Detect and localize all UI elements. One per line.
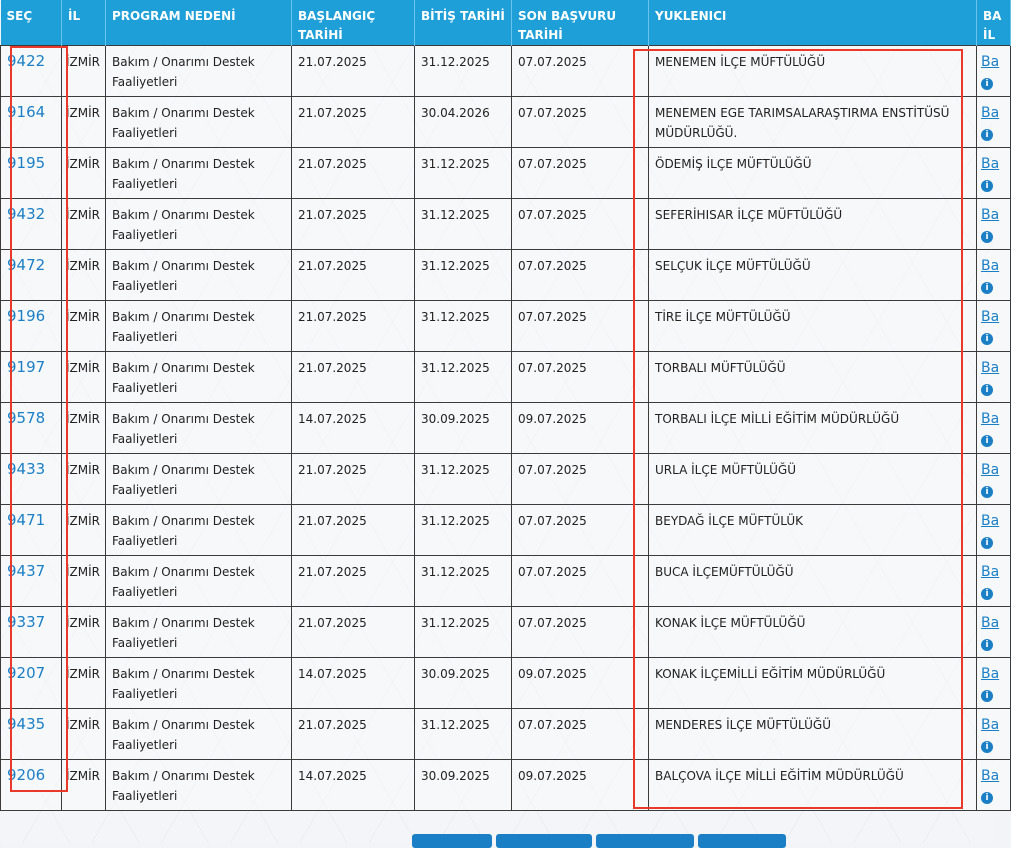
cell-id [1, 403, 62, 454]
table-row[interactable] [1, 607, 1011, 658]
cell-id [1, 250, 62, 301]
record-id-link[interactable]: 9472 [7, 256, 46, 274]
cell-start-date: 21.07.2025 [292, 250, 415, 301]
cell-start-date: 21.07.2025 [292, 97, 415, 148]
cell-program-reason: Bakım / Onarımı Destek Faaliyetleri [106, 199, 292, 250]
cell-apply [977, 709, 1011, 760]
cell-contractor: TORBALI MÜFTÜLÜĞÜ [649, 352, 977, 403]
table-row[interactable] [1, 301, 1011, 352]
apply-link[interactable]: Ba [981, 768, 1000, 784]
col-header-il[interactable]: İL [62, 0, 106, 46]
col-header-end-date[interactable] [415, 0, 512, 46]
table-row[interactable] [1, 148, 1011, 199]
cell-deadline: 07.07.2025 [512, 505, 649, 556]
cell-province: İZMİR [62, 556, 106, 607]
info-circle-icon[interactable]: i [981, 435, 993, 447]
record-id-link[interactable]: 9164 [7, 103, 46, 121]
info-circle-icon[interactable]: i [981, 384, 993, 396]
cell-province: İZMİR [62, 658, 106, 709]
table-row[interactable] [1, 46, 1011, 97]
table-row[interactable] [1, 709, 1011, 760]
cell-province: İZMİR [62, 760, 106, 811]
col-header-contractor[interactable]: YUKLENICI [649, 0, 977, 46]
cell-apply [977, 607, 1011, 658]
table-row[interactable] [1, 352, 1011, 403]
cell-end-date: 31.12.2025 [415, 199, 512, 250]
cell-contractor: MENEMEN İLÇE MÜFTÜLÜĞÜ [649, 46, 977, 97]
col-header-program[interactable]: PROGRAM NEDENİ [106, 0, 292, 46]
cell-apply [977, 97, 1011, 148]
pagination-button[interactable] [698, 834, 786, 848]
cell-id [1, 607, 62, 658]
cell-deadline: 07.07.2025 [512, 352, 649, 403]
info-circle-icon[interactable]: i [981, 741, 993, 753]
apply-link[interactable]: Ba [981, 666, 1000, 682]
cell-end-date: 31.12.2025 [415, 709, 512, 760]
cell-start-date: 14.07.2025 [292, 658, 415, 709]
cell-id [1, 352, 62, 403]
apply-link[interactable]: Ba [981, 105, 1000, 121]
cell-contractor: ÖDEMİŞ İLÇE MÜFTÜLÜĞÜ [649, 148, 977, 199]
info-circle-icon[interactable]: i [981, 690, 993, 702]
cell-start-date: 14.07.2025 [292, 403, 415, 454]
cell-contractor: KONAK İLÇEMİLLİ EĞİTİM MÜDÜRLÜĞÜ [649, 658, 977, 709]
info-circle-icon[interactable]: i [981, 231, 993, 243]
cell-end-date: 31.12.2025 [415, 46, 512, 97]
cell-program-reason: Bakım / Onarımı Destek Faaliyetleri [106, 97, 292, 148]
table-row[interactable] [1, 505, 1011, 556]
cell-id [1, 454, 62, 505]
cell-province: İZMİR [62, 607, 106, 658]
apply-link[interactable]: Ba [981, 462, 1000, 478]
cell-province: İZMİR [62, 505, 106, 556]
record-id-link[interactable]: 9197 [7, 358, 46, 376]
cell-deadline: 09.07.2025 [512, 403, 649, 454]
cell-province: İZMİR [62, 148, 106, 199]
cell-deadline: 07.07.2025 [512, 607, 649, 658]
cell-start-date: 21.07.2025 [292, 709, 415, 760]
col-header-start-date-label: BAŞLANGIÇ TARİHİ [298, 9, 376, 42]
cell-apply [977, 199, 1011, 250]
apply-link[interactable]: Ba [981, 717, 1000, 733]
cell-program-reason: Bakım / Onarımı Destek Faaliyetleri [106, 46, 292, 97]
record-id-link[interactable]: 9578 [7, 409, 46, 427]
pagination-button[interactable] [496, 834, 592, 848]
apply-link[interactable]: Ba [981, 513, 1000, 529]
cell-deadline: 09.07.2025 [512, 760, 649, 811]
cell-start-date: 21.07.2025 [292, 199, 415, 250]
cell-contractor: MENDERES İLÇE MÜFTÜLÜĞÜ [649, 709, 977, 760]
cell-apply [977, 250, 1011, 301]
cell-program-reason: Bakım / Onarımı Destek Faaliyetleri [106, 658, 292, 709]
cell-id [1, 148, 62, 199]
cell-start-date: 21.07.2025 [292, 505, 415, 556]
cell-program-reason: Bakım / Onarımı Destek Faaliyetleri [106, 301, 292, 352]
cell-end-date: 31.12.2025 [415, 556, 512, 607]
cell-start-date: 21.07.2025 [292, 46, 415, 97]
cell-contractor: SEFERİHISAR İLÇE MÜFTÜLÜĞÜ [649, 199, 977, 250]
info-circle-icon[interactable]: i [981, 78, 993, 90]
cell-id [1, 46, 62, 97]
cell-apply [977, 403, 1011, 454]
info-circle-icon[interactable]: i [981, 333, 993, 345]
cell-end-date: 30.04.2026 [415, 97, 512, 148]
col-header-deadline-label: SON BAŞVURU TARİHİ [518, 9, 617, 42]
info-circle-icon[interactable]: i [981, 588, 993, 600]
cell-province: İZMİR [62, 250, 106, 301]
cell-contractor: BEYDAĞ İLÇE MÜFTÜLÜK [649, 505, 977, 556]
cell-start-date: 21.07.2025 [292, 454, 415, 505]
apply-link[interactable]: Ba [981, 207, 1000, 223]
cell-deadline: 07.07.2025 [512, 454, 649, 505]
apply-link[interactable]: Ba [981, 615, 1000, 631]
cell-deadline: 07.07.2025 [512, 301, 649, 352]
pagination-button[interactable] [596, 834, 694, 848]
info-circle-icon[interactable]: i [981, 180, 993, 192]
table-row[interactable] [1, 403, 1011, 454]
cell-apply [977, 556, 1011, 607]
pagination [412, 834, 786, 848]
apply-link[interactable]: Ba [981, 564, 1000, 580]
cell-start-date: 21.07.2025 [292, 301, 415, 352]
cell-contractor: TORBALI İLÇE MİLLİ EĞİTİM MÜDÜRLÜĞÜ [649, 403, 977, 454]
cell-id [1, 556, 62, 607]
cell-contractor: URLA İLÇE MÜFTÜLÜĞÜ [649, 454, 977, 505]
col-header-last-label: BA İL [983, 9, 1002, 42]
cell-id [1, 301, 62, 352]
info-circle-icon[interactable]: i [981, 639, 993, 651]
record-id-link[interactable]: 9432 [7, 205, 46, 223]
table-row[interactable] [1, 556, 1011, 607]
cell-contractor: MENEMEN EGE TARIMSALARAŞTIRMA ENSTİTÜSÜ MÜDÜRLÜĞÜ. [649, 97, 977, 148]
record-id-link[interactable]: 9337 [7, 613, 46, 631]
record-id-link[interactable]: 9433 [7, 460, 46, 478]
table-row[interactable] [1, 658, 1011, 709]
cell-program-reason: Bakım / Onarımı Destek Faaliyetleri [106, 352, 292, 403]
cell-program-reason: Bakım / Onarımı Destek Faaliyetleri [106, 454, 292, 505]
cell-province: İZMİR [62, 97, 106, 148]
cell-start-date: 21.07.2025 [292, 607, 415, 658]
cell-deadline: 07.07.2025 [512, 709, 649, 760]
info-circle-icon[interactable]: i [981, 537, 993, 549]
cell-program-reason: Bakım / Onarımı Destek Faaliyetleri [106, 148, 292, 199]
cell-program-reason: Bakım / Onarımı Destek Faaliyetleri [106, 403, 292, 454]
cell-id [1, 760, 62, 811]
record-id-link[interactable]: 9437 [7, 562, 46, 580]
record-id-link[interactable]: 9195 [7, 154, 46, 172]
record-id-link[interactable]: 9196 [7, 307, 46, 325]
cell-id [1, 658, 62, 709]
cell-end-date: 31.12.2025 [415, 352, 512, 403]
apply-link[interactable]: Ba [981, 54, 1000, 70]
cell-contractor: TİRE İLÇE MÜFTÜLÜĞÜ [649, 301, 977, 352]
cell-end-date: 31.12.2025 [415, 607, 512, 658]
record-id-link[interactable]: 9207 [7, 664, 46, 682]
cell-program-reason: Bakım / Onarımı Destek Faaliyetleri [106, 607, 292, 658]
cell-end-date: 30.09.2025 [415, 403, 512, 454]
cell-program-reason: Bakım / Onarımı Destek Faaliyetleri [106, 250, 292, 301]
cell-apply [977, 352, 1011, 403]
cell-program-reason: Bakım / Onarımı Destek Faaliyetleri [106, 760, 292, 811]
table-row[interactable] [1, 454, 1011, 505]
cell-deadline: 07.07.2025 [512, 148, 649, 199]
cell-end-date: 31.12.2025 [415, 148, 512, 199]
cell-contractor: BALÇOVA İLÇE MİLLİ EĞİTİM MÜDÜRLÜĞÜ [649, 760, 977, 811]
cell-deadline: 07.07.2025 [512, 46, 649, 97]
cell-deadline: 09.07.2025 [512, 658, 649, 709]
cell-contractor: SELÇUK İLÇE MÜFTÜLÜĞÜ [649, 250, 977, 301]
cell-province: İZMİR [62, 454, 106, 505]
table-header [1, 0, 1011, 46]
cell-end-date: 31.12.2025 [415, 454, 512, 505]
apply-link[interactable]: Ba [981, 156, 1000, 172]
cell-province: İZMİR [62, 403, 106, 454]
record-id-link[interactable]: 9435 [7, 715, 46, 733]
cell-apply [977, 46, 1011, 97]
cell-start-date: 21.07.2025 [292, 148, 415, 199]
record-id-link[interactable]: 9206 [7, 766, 46, 784]
cell-province: İZMİR [62, 199, 106, 250]
pagination-button[interactable] [412, 834, 492, 848]
cell-end-date: 30.09.2025 [415, 658, 512, 709]
cell-end-date: 31.12.2025 [415, 301, 512, 352]
cell-contractor: KONAK İLÇE MÜFTÜLÜĞÜ [649, 607, 977, 658]
cell-apply [977, 301, 1011, 352]
col-header-last[interactable] [977, 0, 1011, 46]
cell-end-date: 30.09.2025 [415, 760, 512, 811]
cell-id [1, 97, 62, 148]
col-header-end-date-label: BİTİŞ TARİHİ [421, 9, 505, 23]
cell-id [1, 505, 62, 556]
cell-start-date: 21.07.2025 [292, 556, 415, 607]
cell-province: İZMİR [62, 46, 106, 97]
cell-program-reason: Bakım / Onarımı Destek Faaliyetleri [106, 556, 292, 607]
cell-apply [977, 148, 1011, 199]
cell-province: İZMİR [62, 352, 106, 403]
cell-program-reason: Bakım / Onarımı Destek Faaliyetleri [106, 505, 292, 556]
apply-link[interactable]: Ba [981, 360, 1000, 376]
cell-program-reason: Bakım / Onarımı Destek Faaliyetleri [106, 709, 292, 760]
cell-end-date: 31.12.2025 [415, 505, 512, 556]
col-header-sec[interactable]: SEÇ [1, 0, 62, 46]
record-id-link[interactable]: 9422 [7, 52, 46, 70]
cell-deadline: 07.07.2025 [512, 199, 649, 250]
cell-province: İZMİR [62, 301, 106, 352]
apply-link[interactable]: Ba [981, 258, 1000, 274]
cell-start-date: 21.07.2025 [292, 352, 415, 403]
table-row[interactable] [1, 250, 1011, 301]
cell-contractor: BUCA İLÇEMÜFTÜLÜĞÜ [649, 556, 977, 607]
table-row[interactable] [1, 199, 1011, 250]
cell-id [1, 709, 62, 760]
cell-start-date: 14.07.2025 [292, 760, 415, 811]
cell-apply [977, 505, 1011, 556]
cell-province: İZMİR [62, 709, 106, 760]
info-circle-icon[interactable]: i [981, 792, 993, 804]
table-row[interactable] [1, 760, 1011, 811]
cell-deadline: 07.07.2025 [512, 250, 649, 301]
col-header-start-date[interactable] [292, 0, 415, 46]
cell-id [1, 199, 62, 250]
cell-deadline: 07.07.2025 [512, 97, 649, 148]
info-circle-icon[interactable]: i [981, 486, 993, 498]
cell-apply [977, 760, 1011, 811]
apply-link[interactable]: Ba [981, 309, 1000, 325]
cell-deadline: 07.07.2025 [512, 556, 649, 607]
info-circle-icon[interactable]: i [981, 129, 993, 141]
info-circle-icon[interactable]: i [981, 282, 993, 294]
apply-link[interactable]: Ba [981, 411, 1000, 427]
table-row[interactable] [1, 97, 1011, 148]
table-body [1, 46, 1011, 811]
record-id-link[interactable]: 9471 [7, 511, 46, 529]
cell-end-date: 31.12.2025 [415, 250, 512, 301]
cell-apply [977, 454, 1011, 505]
col-header-deadline[interactable] [512, 0, 649, 46]
cell-apply [977, 658, 1011, 709]
